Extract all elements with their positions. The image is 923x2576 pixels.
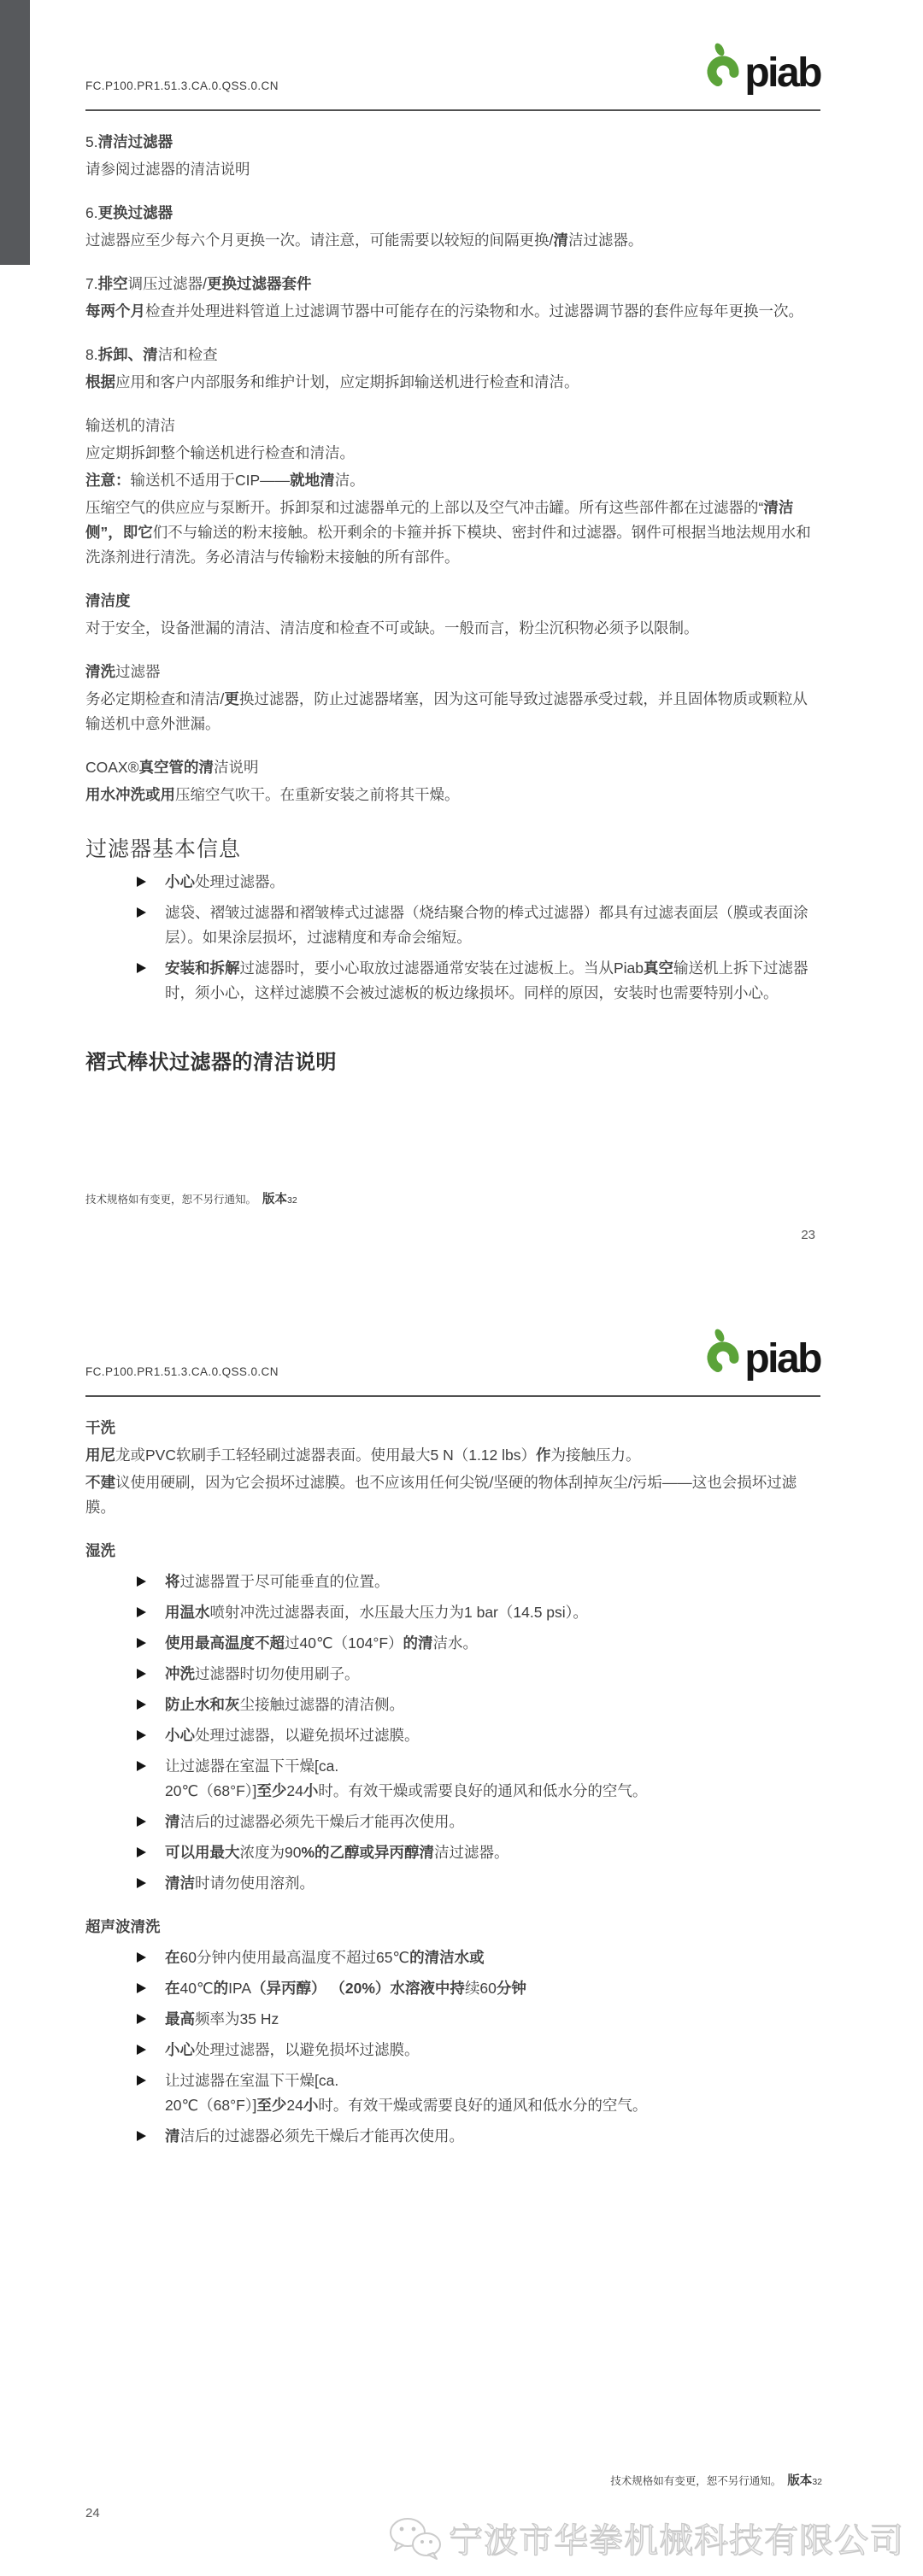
text-run: 作 (536, 1446, 551, 1464)
bullet-item (85, 901, 820, 950)
text-run: 更 (224, 690, 239, 707)
section-title (85, 272, 820, 296)
text-run: 洁过滤器。 (567, 232, 644, 249)
bullet-item (85, 2007, 820, 2032)
bullet-arrow-icon (137, 2131, 146, 2141)
text-run: 使用最高温度不超 (165, 1634, 285, 1652)
text-run: 清 (165, 1813, 180, 1830)
paragraph (85, 616, 820, 641)
text-run: 更换过滤器 (97, 204, 173, 221)
bullet-text (165, 1696, 404, 1713)
piab-logo (705, 1327, 820, 1382)
bullet-text (165, 2072, 647, 2114)
text-run: 就地清 (290, 472, 335, 489)
bullet-text (165, 1844, 509, 1861)
piab-logo-icon (705, 1327, 741, 1375)
bullet-text (165, 904, 808, 946)
text-run: 干洗 (85, 1419, 115, 1436)
text-run: 小心 (165, 1727, 195, 1744)
text-run: 湿洗 (85, 1542, 115, 1559)
text-run: 洁过滤器。 (434, 1844, 509, 1861)
bullet-text (165, 1665, 360, 1682)
section-title (85, 660, 820, 684)
bullet-item (85, 1693, 820, 1717)
bullet-text (165, 2127, 464, 2145)
bullet-text (165, 1634, 478, 1652)
bullet-item (85, 2068, 820, 2118)
text-run: 用尼 (85, 1446, 115, 1464)
bullet-item (85, 1810, 820, 1834)
paragraph (85, 299, 820, 324)
bullet-text (165, 1757, 647, 1799)
text-run: 过滤器 (115, 663, 161, 680)
text-run: 小心 (165, 873, 195, 890)
text-run: 过滤器时切勿使用刷子。 (195, 1665, 360, 1682)
text-run: 安装和拆解 (165, 959, 240, 977)
document-code: FC.P100.PR1.51.3.CA.0.QSS.0.CN (85, 1365, 279, 1378)
text-run: 浓度为90 (239, 1844, 302, 1861)
text-run: 最高 (165, 2010, 195, 2027)
bullet-text (165, 1604, 588, 1621)
text-run: 将 (165, 1573, 180, 1590)
text-run: 务必定期检查和清洁/ (85, 690, 225, 707)
bullet-arrow-icon (137, 963, 146, 973)
text-run: 清 (553, 232, 568, 249)
text-run: 8. (85, 346, 98, 363)
text-run: 在 (165, 1949, 180, 1966)
bullet-arrow-icon (137, 1576, 146, 1587)
bullet-item (85, 1570, 820, 1594)
page-number: 23 (801, 1228, 815, 1242)
bullet-text (165, 873, 285, 890)
text-run: 洁说明 (214, 759, 259, 776)
text-run: 24 (286, 2097, 303, 2114)
text-run: 过滤器应至少每六个月更换一次。请注意，可能需要以较短的间隔更换/ (85, 232, 554, 249)
text-run: 60分钟内使用最高温度不超过65℃ (179, 1949, 410, 1966)
bullet-arrow-icon (137, 1730, 146, 1740)
bullet-item (85, 2038, 820, 2063)
heading (85, 1048, 820, 1077)
text-run: 注意： (85, 472, 131, 489)
bullet-item (85, 2124, 820, 2149)
bullet-item (85, 1871, 820, 1896)
bullet-text (165, 959, 808, 1001)
text-run: 洁后的过滤器必须先干燥后才能再次使用。 (179, 1813, 464, 1830)
text-run: 20℃（68°F）] (165, 1782, 257, 1799)
text-run: 洁后的过滤器必须先干燥后才能再次使用。 (179, 2127, 464, 2145)
text-run: 们不与输送的粉末接触。松开剩余的卡箍并拆下模块、密封件和过滤器。钢件可根据当地法规用水和洗涤剂进行清洗。务必清洁与传输粉末接触的所有部件。 (85, 524, 811, 566)
bullet-arrow-icon (137, 1878, 146, 1888)
bullet-text (165, 2010, 279, 2027)
text-run: 24 (286, 1782, 303, 1799)
text-run: 每两个月 (85, 302, 145, 320)
section-title (85, 1416, 820, 1441)
version-label: 版本 (262, 1193, 288, 1206)
text-run: 过40℃（104°F） (285, 1634, 403, 1652)
text-run: 过滤器的清洁 (169, 1051, 295, 1074)
text-run: 5. (85, 133, 98, 150)
section-title (85, 414, 820, 438)
text-run: IPA (228, 1980, 252, 1997)
text-run: 让过滤器在室温下干燥[ca. (165, 1757, 339, 1775)
bullet-arrow-icon (137, 907, 146, 918)
text-run: 真空 (644, 959, 674, 977)
text-run: 洁。 (334, 472, 365, 489)
bullet-arrow-icon (137, 877, 146, 887)
text-run: 时。有效干燥或需要良好的通风和低水分的空气。 (318, 1782, 648, 1799)
text-run: 洁水。 (432, 1634, 479, 1652)
text-run: 清洁 (165, 1875, 195, 1892)
text-run: 小心 (165, 2041, 195, 2058)
paragraph (85, 228, 820, 253)
section-title (85, 1539, 820, 1564)
text-run: 过滤器时，要小心取放过滤器通常安装在过滤板上。当从Piab (239, 959, 644, 977)
paragraph (85, 370, 820, 395)
text-run: 至少 (256, 2097, 287, 2114)
piab-logo-text: piab (744, 50, 820, 96)
text-run: 请参阅过滤器的清洁说明 (85, 161, 250, 178)
bullet-item (85, 1631, 820, 1656)
bullet-arrow-icon (137, 1847, 146, 1857)
paragraph (85, 468, 820, 493)
bullet-arrow-icon (137, 1607, 146, 1617)
piab-logo (705, 41, 820, 96)
page-body (85, 1416, 820, 2149)
heading (85, 835, 820, 864)
bullet-arrow-icon (137, 1983, 146, 1993)
bullet-item (85, 956, 820, 1006)
bullet-item (85, 1662, 820, 1687)
version-number: 32 (287, 1195, 297, 1206)
bullet-item (85, 1840, 820, 1865)
bullet-item (85, 1976, 820, 2001)
company-watermark (389, 2514, 904, 2562)
text-run: 小 (303, 1782, 319, 1799)
bullet-item (85, 1945, 820, 1970)
text-run: COAX® (85, 759, 139, 776)
text-run: 清洗 (85, 663, 115, 680)
text-run: 在 (165, 1980, 180, 1997)
spec-change-footnote (85, 1189, 297, 1207)
paragraph (85, 1470, 820, 1520)
text-run: 20℃（68°F）] (165, 2097, 257, 2114)
bullet-text (165, 1949, 485, 1966)
bullet-item (85, 870, 820, 895)
text-run: 防止水和灰 (165, 1696, 240, 1713)
version-label: 版本 (787, 2474, 813, 2488)
page-body (85, 130, 820, 1077)
bullet-arrow-icon (137, 1638, 146, 1648)
bullet-arrow-icon (137, 1761, 146, 1771)
document-code: FC.P100.PR1.51.3.CA.0.QSS.0.CN (85, 79, 279, 92)
text-run: 过滤器基本信息 (85, 837, 242, 861)
text-run: 说明 (295, 1051, 337, 1074)
section-title (85, 1915, 820, 1939)
text-run: 超声波清洗 (85, 1918, 161, 1935)
text-run: 输送机上拆下过滤器时，须小心，这样过滤膜不会被过滤板的板边缘损坏。同样的原因，安装时也需要特别小心。 (165, 959, 808, 1001)
document-page-2 (0, 1298, 923, 2576)
paragraph (85, 1443, 820, 1468)
text-run: 的清洁水或 (409, 1949, 485, 1966)
bullet-arrow-icon (137, 1669, 146, 1679)
bullet-item (85, 1600, 820, 1625)
page-number: 24 (85, 2506, 100, 2520)
wechat-icon (389, 2516, 442, 2561)
text-run: 压缩空气的供应应与泵断开。拆卸泵和过滤器单元的上部以及空气冲击罐。所有这些部件都在过滤器的“ (85, 499, 764, 516)
watermark-company-name: 宁波市华拳机械科技有限公司 (449, 2522, 904, 2560)
bullet-item (85, 1754, 820, 1804)
text-run: 7. (85, 275, 98, 292)
text-run: （异丙醇） （20%）水溶液中持 (251, 1980, 465, 1997)
text-run: 处理过滤器。 (195, 873, 285, 890)
bullet-arrow-icon (137, 1699, 146, 1710)
text-run: 真空管的清 (138, 759, 214, 776)
text-run: 喷射冲洗过滤器表面，水压最大压力为1 bar（14.5 psi）。 (209, 1604, 588, 1621)
section-title (85, 589, 820, 613)
text-run: 洁和检查 (157, 346, 218, 363)
text-run: 滤袋、褶皱过滤器和褶皱棒式过滤器（烧结聚合物的棒式过滤器）都具有过滤表面层（膜或表面涂层）。如果涂层损坏，过滤精度和寿命会缩短。 (165, 904, 808, 946)
version-number: 32 (812, 2477, 822, 2487)
text-run: %的乙醇或异丙醇清 (301, 1844, 435, 1861)
section-title (85, 201, 820, 226)
bullet-arrow-icon (137, 2045, 146, 2055)
text-run: 对于安全，设备泄漏的清洁、清洁度和检查不可或缺。一般而言，粉尘沉积物必须予以限制。 (85, 619, 699, 637)
footnote-text: 技术规格如有变更，恕不另行通知。 (85, 1194, 257, 1206)
page-header (85, 0, 820, 111)
section-title (85, 130, 820, 155)
header-rule (85, 109, 820, 111)
piab-logo-icon (705, 41, 741, 89)
bullet-text (165, 1573, 390, 1590)
text-run: 过滤器置于尽可能垂直的位置。 (179, 1573, 390, 1590)
bullet-text (165, 1727, 420, 1744)
footnote-text: 技术规格如有变更，恕不另行通知。 (610, 2475, 782, 2487)
text-run: 输送机的清洁 (85, 417, 175, 434)
text-run: 换过滤器，防止过滤器堵塞，因为这可能导致过滤器承受过载，并且固体物质或颗粒从输送机中意外泄漏。 (85, 690, 808, 732)
text-run: 用水冲洗或用 (85, 786, 175, 803)
text-run: 排空 (97, 275, 128, 292)
paragraph (85, 496, 820, 570)
text-run: 输送机不适用于CIP—— (130, 472, 291, 489)
text-run: 尘接触过滤器的清洁侧。 (239, 1696, 404, 1713)
paragraph (85, 157, 820, 182)
text-run: 应用和客户内部服务和维护计划，应定期拆卸输送机进行检查和清洁。 (115, 373, 579, 390)
text-run: 的清 (403, 1634, 433, 1652)
text-run: 清洁度 (85, 592, 131, 609)
bullet-arrow-icon (137, 1952, 146, 1963)
bullet-text (165, 1875, 315, 1892)
bullet-arrow-icon (137, 1816, 146, 1827)
paragraph (85, 783, 820, 807)
text-run: 分钟 (496, 1980, 526, 1997)
text-run: 拆卸、清 (97, 346, 158, 363)
text-run: 处理过滤器，以避免损坏过滤膜。 (195, 1727, 420, 1744)
bullet-text (165, 1813, 464, 1830)
bullet-item (85, 1723, 820, 1748)
text-run: 时请勿使用溶剂。 (195, 1875, 315, 1892)
text-run: 清 (165, 2127, 180, 2145)
text-run: 议使用硬刷，因为它会损坏过滤膜。也不应该用任何尖锐/坚硬的物体刮掉灰尘/污垢——这也会损坏过滤膜。 (85, 1474, 797, 1516)
text-run: 清洁侧”，即它 (85, 499, 794, 541)
text-run: 可以用最大 (165, 1844, 240, 1861)
text-run: 频率为35 Hz (195, 2010, 279, 2027)
text-run: 让过滤器在室温下干燥[ca. (165, 2072, 339, 2089)
text-run: 冲洗 (165, 1665, 195, 1682)
bullet-arrow-icon (137, 2075, 146, 2086)
text-run: 的 (213, 1980, 229, 1997)
text-run: 更换过滤器套件 (206, 275, 312, 292)
section-title (85, 343, 820, 367)
text-run: 6. (85, 204, 98, 221)
piab-logo-text: piab (744, 1335, 820, 1382)
text-run: 根据 (85, 373, 115, 390)
text-run: 至少 (256, 1782, 287, 1799)
text-run: 检查并处理进料管道上过滤调节器中可能存在的污染物和水。过滤器调节器的套件应每年更换一次。 (145, 302, 803, 320)
section-title (85, 755, 820, 780)
text-run: 褶式棒状 (85, 1051, 169, 1074)
text-run: 续60 (464, 1980, 497, 1997)
text-run: 应定期拆卸整个输送机进行检查和清洁。 (85, 444, 355, 461)
text-run: 清洁过滤器 (97, 133, 173, 150)
bullet-text (165, 1980, 526, 1997)
paragraph (85, 441, 820, 466)
text-run: 处理过滤器，以避免损坏过滤膜。 (195, 2041, 420, 2058)
header-rule (85, 1395, 820, 1397)
text-run: 不建 (85, 1474, 115, 1491)
text-run: 为接触压力。 (550, 1446, 641, 1464)
text-run: 40℃ (179, 1980, 214, 1997)
page-header (85, 1298, 820, 1397)
spec-change-footnote (610, 2471, 822, 2489)
text-run: 压缩空气吹干。在重新安装之前将其干燥。 (175, 786, 460, 803)
text-run: 时。有效干燥或需要良好的通风和低水分的空气。 (318, 2097, 648, 2114)
text-run: 用温水 (165, 1604, 210, 1621)
bullet-text (165, 2041, 420, 2058)
text-run: 调压过滤器/ (127, 275, 207, 292)
bullet-arrow-icon (137, 2014, 146, 2024)
text-run: 龙或PVC软刷手工轻轻刷过滤器表面。使用最大5 N（1.12 lbs） (115, 1446, 537, 1464)
text-run: 小 (303, 2097, 319, 2114)
paragraph (85, 687, 820, 736)
